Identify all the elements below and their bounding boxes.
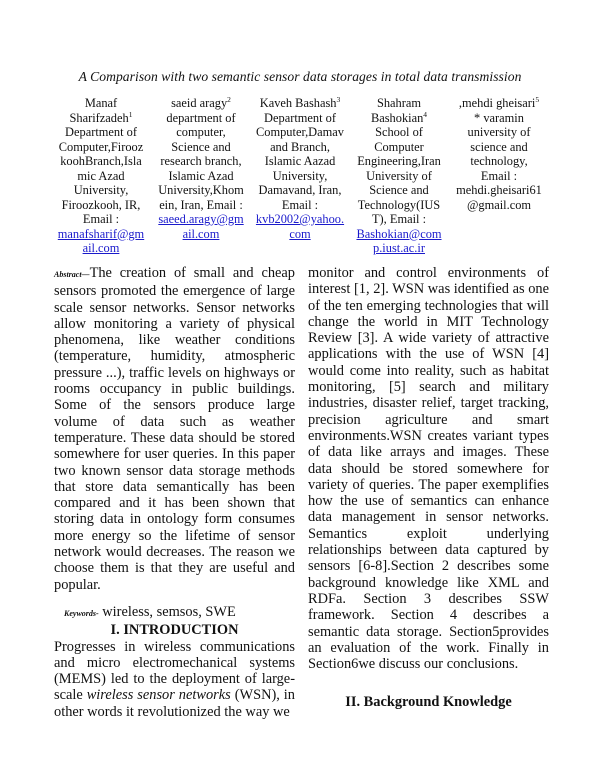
section-heading-introduction: I. INTRODUCTION — [110, 622, 239, 639]
author-email-link[interactable]: kvb2002@yahoo. com — [255, 212, 345, 241]
author-1 — [54, 96, 148, 256]
affiliation-line: Department of — [264, 110, 336, 125]
abstract-text: The creation of small and cheap sensors promoted the emergence of large scale sensor networks. Sensor networks allow monitoring a variety of physical phenomena, like weather conditions (temperature, humidity, atmospheric pressure ...), traffic levels on highways or rooms occupancy in public buildings. Some of the sensors produce large volume of data such as weather temperature. These data should be stored somewhere for user queries. In this paper two known sensor data storage methods that store data semantically has been compared and it has been shown that storing data in ontology form consumes more energy so the lifetime of sensor network would decreases. The reason we choose them is that they are useful and popular. — [54, 265, 295, 593]
affiliation-line: University,Khom — [158, 183, 244, 197]
affiliation-line: Science and — [171, 139, 231, 154]
author-name-line: Manaf — [84, 96, 118, 110]
affiliation-line: Email : — [480, 168, 518, 183]
affiliation-line: Computer,Damav — [256, 125, 344, 139]
author-email-link[interactable]: saeed.aragy@gm ail.com — [158, 212, 244, 241]
affiliation-line: Engineering,Iran — [357, 154, 441, 168]
author-2 — [155, 96, 247, 256]
affiliation-line: ein, Iran, Email : — [159, 197, 243, 212]
affiliation-line: research branch, — [160, 154, 242, 168]
affiliation-line: koohBranch,Isla — [60, 154, 142, 168]
right-column — [308, 265, 549, 711]
affiliation-line: School of — [375, 125, 423, 139]
affiliation-line: computer, — [176, 125, 226, 139]
affiliation-line: technology, — [470, 154, 528, 168]
affiliation-line: * varamin — [474, 110, 524, 125]
author-superscript: 1 — [128, 109, 133, 119]
section-heading-background: II. Background Knowledge — [345, 694, 512, 711]
affiliation-line: mehdi.gheisari61 — [456, 183, 542, 197]
affiliation-line: department of — [166, 110, 236, 125]
author-email-link[interactable]: manafsharif@gm ail.com — [57, 226, 145, 255]
affiliation-line: Computer — [374, 139, 424, 154]
affiliation-line: University, — [73, 183, 129, 197]
keywords-label: Keywords- — [64, 608, 99, 618]
introduction-paragraph: Progresses in wireless communications and micro electromechanical systems (MEMS) led to the deployment of large-scale wireless sensor networks (WSN), in other words it revolutionized the way we — [54, 638, 295, 720]
affiliation-line: Department of — [65, 125, 137, 139]
author-superscript: 3 — [336, 95, 341, 104]
emphasis-text: wireless sensor networks — [86, 687, 231, 704]
author-name-line: Shahram — [376, 96, 422, 110]
author-superscript: 5 — [535, 95, 540, 104]
author-3 — [254, 96, 346, 256]
author-superscript: 2 — [227, 95, 231, 104]
author-name-line: Bashokian$^4$ — [370, 109, 428, 125]
author-superscript: 4 — [423, 109, 428, 119]
author-name-line: Kaveh Bashash$^3$ — [259, 95, 341, 110]
affiliation-line: Firoozkooh, IR, — [61, 197, 141, 212]
affiliation-line: Islamic Azad — [168, 168, 234, 183]
affiliation-line: Science and — [369, 183, 429, 197]
author-4 — [353, 96, 445, 256]
author-name-line: Sharifzadeh$^1$ — [69, 109, 133, 125]
affiliation-line: mic Azad — [77, 168, 125, 183]
author-email-link[interactable]: Bashokian@com p.iust.ac.ir — [356, 226, 442, 255]
author-block — [54, 96, 546, 256]
affiliation-line: Email : — [82, 212, 120, 226]
affiliation-line: Islamic Aazad — [264, 154, 336, 168]
affiliation-line: and Branch, — [270, 139, 330, 154]
affiliation-line: Computer,Firooz — [58, 139, 144, 154]
abstract — [54, 265, 295, 593]
affiliation-line: @gmail.com — [466, 197, 532, 212]
keywords — [54, 604, 295, 622]
author-5 — [452, 96, 546, 256]
left-column — [54, 265, 295, 720]
affiliation-line: University, — [272, 168, 328, 183]
paper-title: A Comparison with two semantic sensor data storages in total data transmission — [78, 69, 522, 84]
affiliation-line: Technology(IUS — [357, 197, 441, 212]
author-name-line: ,mehdi gheisari$^5$ — [458, 95, 540, 110]
introduction-paragraph-continued: monitor and control environments of interest [1, 2]. WSN was identified as one of the ten emerging technologies that will change the world in MIT Technology Review [3]. A wide variety of attractive applications with the use of WSN [4] would come into reality, such as habitat monitoring, [5] search and military industries, disaster relief, target tracking, precision agriculture and smart environments.WSN creates variant types of data like arrays and images. These data should be stored somewhere for variety of queries. The paper exemplifies how the use of semantics can enhance data management in sensor networks. Semantics exploit underlying relationships between data captured by sensors [6-8].Section 2 describes some background knowledge like XML and RDFa. Section 3 describes SSW framework. Section 4 describes a semantic data storage. Section5provides an evaluation of the work. Finally in Section6we discuss our conclusions. — [308, 265, 549, 673]
keywords-text: wireless, semsos, SWE — [98, 603, 236, 620]
affiliation-line: T), Email : — [371, 212, 427, 226]
abstract-label: Abstract— — [54, 270, 90, 279]
affiliation-line: university of — [467, 125, 531, 139]
affiliation-line: Email : — [281, 197, 319, 212]
affiliation-line: Damavand, Iran, — [258, 183, 342, 197]
affiliation-line: University of — [366, 168, 432, 183]
author-name-line: saeid aragy$^2$ — [171, 95, 231, 110]
affiliation-line: science and — [470, 139, 528, 154]
